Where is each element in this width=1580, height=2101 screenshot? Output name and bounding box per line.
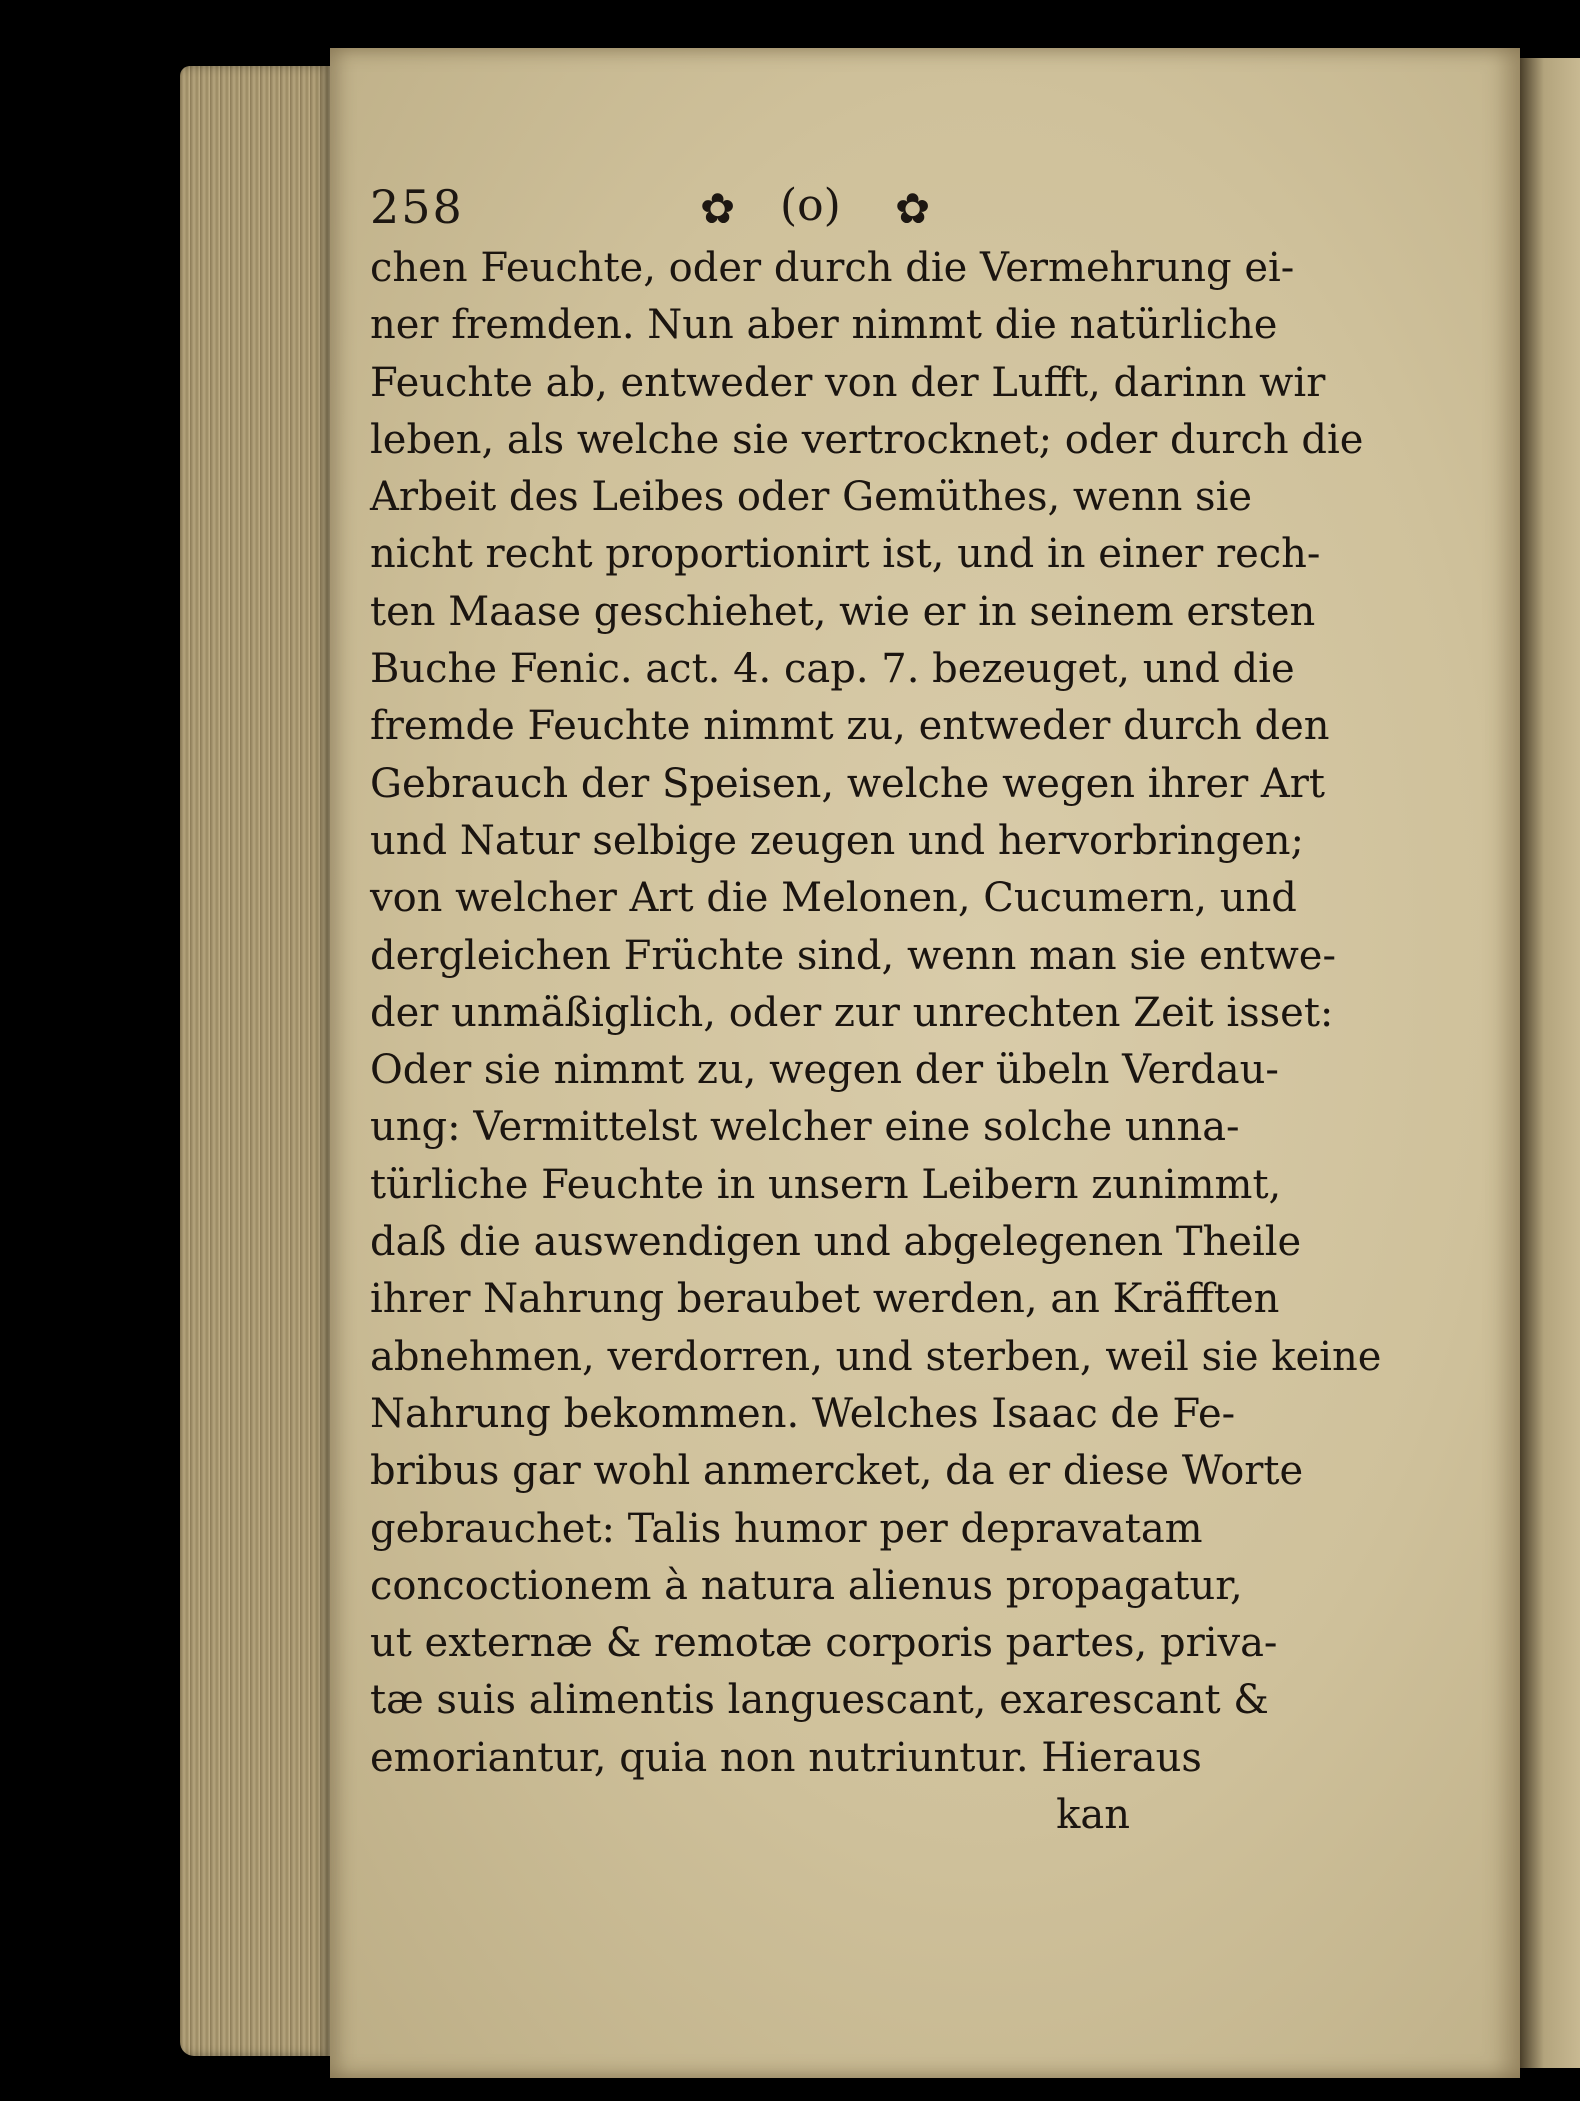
text-line: gebrauchet: Talis humor per depravatam	[370, 1505, 1203, 1552]
text-line: ner fremden. Nun aber nimmt die natürliche	[370, 302, 1278, 349]
body-text	[370, 240, 1382, 1844]
text-line: tæ suis alimentis languescant, exarescant &	[370, 1677, 1269, 1724]
text-line: daß die auswendigen und abgelegenen Theile	[370, 1219, 1302, 1266]
text-line: Nahrung bekommen. Welches Isaac de Fe-	[370, 1390, 1236, 1437]
text-line: concoctionem à natura alienus propagatur,	[370, 1562, 1243, 1609]
text-line: ung: Vermittelst welcher eine solche unna-	[370, 1104, 1240, 1151]
page-header	[370, 180, 1130, 240]
text-line: emoriantur, quia non nutriuntur. Hieraus	[370, 1734, 1202, 1781]
page-number: 258	[370, 180, 464, 234]
text-line: Feuchte ab, entweder von der Lufft, darinn wir	[370, 359, 1326, 406]
text-line: ihrer Nahrung beraubet werden, an Kräfften	[370, 1276, 1280, 1323]
text-line: ten Maase geschiehet, wie er in seinem ersten	[370, 588, 1316, 635]
text-line: fremde Feuchte nimmt zu, entweder durch den	[370, 703, 1330, 750]
text-line: Buche Fenic. act. 4. cap. 7. bezeuget, und die	[370, 646, 1295, 693]
catchword: kan	[1056, 1792, 1130, 1839]
facing-page-edge	[1520, 58, 1580, 2068]
text-line: von welcher Art die Melonen, Cucumern, und	[370, 875, 1297, 922]
text-line: chen Feuchte, oder durch die Vermehrung ei-	[370, 245, 1295, 291]
text-line: nicht recht proportionirt ist, und in einer rech-	[370, 531, 1321, 578]
text-line: bribus gar wohl anmercket, da er diese Worte	[370, 1448, 1304, 1495]
text-line: türliche Feuchte in unsern Leibern zunimmt,	[370, 1161, 1282, 1208]
text-line: dergleichen Früchte sind, wenn man sie entwe-	[370, 932, 1336, 979]
text-line: leben, als welche sie vertrocknet; oder durch die	[370, 416, 1364, 463]
text-line: Gebrauch der Speisen, welche wegen ihrer Art	[370, 760, 1325, 807]
text-line: Oder sie nimmt zu, wegen der übeln Verdau-	[370, 1047, 1279, 1094]
ornament-right-icon: ✿	[895, 184, 931, 233]
text-line: der unmäßiglich, oder zur unrechten Zeit isset:	[370, 989, 1334, 1036]
text-line: ut externæ & remotæ corporis partes, priva-	[370, 1620, 1278, 1667]
ornament-left-icon: ✿	[700, 184, 736, 233]
text-line: abnehmen, verdorren, und sterben, weil sie keine	[370, 1333, 1382, 1380]
text-line: und Natur selbige zeugen und hervorbringen;	[370, 817, 1305, 864]
text-line: Arbeit des Leibes oder Gemüthes, wenn sie	[370, 474, 1253, 521]
page-edges	[180, 66, 330, 2056]
signature-mark: (o)	[780, 180, 841, 231]
